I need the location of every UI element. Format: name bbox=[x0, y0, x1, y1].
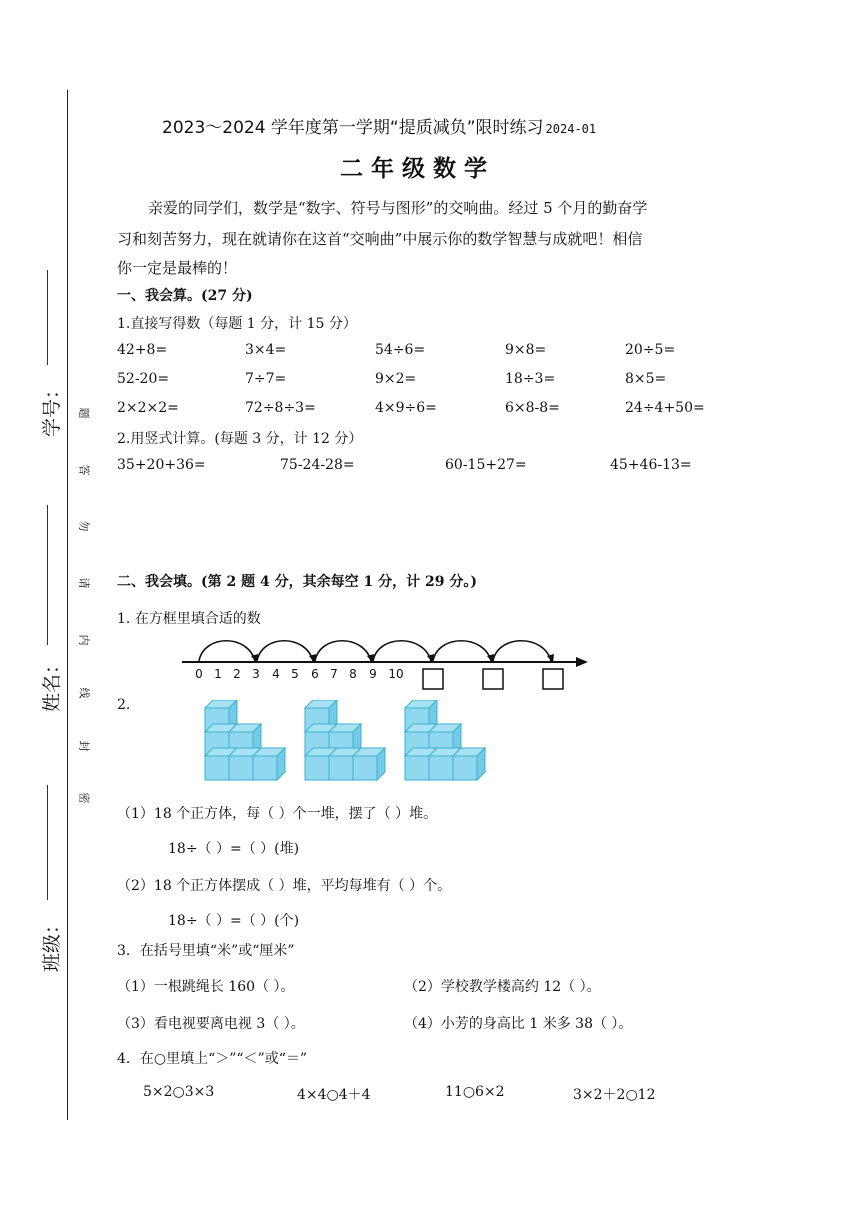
fill-q3-item: （2）学校教学楼高约 12（ ）。 bbox=[404, 979, 601, 995]
name-label: 姓名： bbox=[41, 654, 64, 713]
section2-heading: 二、我会填。(第 2 题 4 分，其余每空 1 分，计 29 分。) bbox=[117, 574, 477, 590]
answer-box[interactable] bbox=[543, 669, 563, 689]
intro-line: 亲爱的同学们，数学是“数字、符号与图形”的交响曲。经过 5 个月的勤奋学 bbox=[148, 199, 648, 217]
seal-char: 封 bbox=[77, 740, 91, 752]
tick-label: 5 bbox=[291, 667, 299, 681]
tick-label: 2 bbox=[233, 667, 241, 681]
calc-item: 52-20= bbox=[117, 371, 170, 387]
tick-label: 8 bbox=[349, 667, 357, 681]
calc-item: 2×2×2= bbox=[117, 400, 179, 416]
seal-char: 勿 bbox=[77, 520, 91, 532]
student-no-blank[interactable] bbox=[47, 270, 48, 365]
fill-q3-item: （4）小芳的身高比 1 米多 38（ ）。 bbox=[404, 1016, 633, 1032]
calc-item: 4×9÷6= bbox=[375, 400, 437, 416]
calc-item: 24÷4+50= bbox=[625, 400, 705, 416]
name-blank[interactable] bbox=[47, 505, 48, 645]
student-no-label: 学号： bbox=[41, 379, 64, 438]
intro-line: 习和刻苦努力，现在就请你在这首“交响曲”中展示你的数学智慧与成就吧！相信 bbox=[117, 230, 643, 248]
fill-q3-item: （3）看电视要离电视 3（ ）。 bbox=[117, 1016, 305, 1032]
cube-stacks bbox=[200, 700, 490, 784]
vertical-calc-item: 60-15+27= bbox=[445, 457, 527, 473]
vertical-calc-item: 45+46-13= bbox=[610, 457, 692, 473]
calc-item: 3×4= bbox=[245, 342, 287, 358]
cube-stack bbox=[405, 700, 485, 780]
tick-label: 4 bbox=[272, 667, 280, 681]
seal-char: 请 bbox=[77, 577, 91, 589]
calc-item: 9×2= bbox=[375, 371, 417, 387]
intro-line: 你一定是最棒的！ bbox=[117, 259, 238, 277]
compare-item: 11○6×2 bbox=[445, 1084, 505, 1100]
compare-item: 3×2＋2○12 bbox=[573, 1087, 656, 1103]
vertical-calc-item: 75-24-28= bbox=[280, 457, 355, 473]
fill-q2b: （2）18 个正方体摆成（ ）堆，平均每堆有（ ）个。 bbox=[117, 878, 452, 894]
fill-q2-heading: 2. bbox=[117, 697, 131, 713]
class-label: 班级： bbox=[41, 914, 64, 973]
q2-heading: 2.用竖式计算。(每题 3 分，计 12 分） bbox=[117, 431, 363, 447]
calc-item: 6×8-8= bbox=[505, 400, 560, 416]
tick-label: 7 bbox=[330, 667, 338, 681]
calc-item: 8×5= bbox=[625, 371, 667, 387]
seal-char: 线 bbox=[77, 687, 91, 699]
cube-stack bbox=[305, 700, 385, 780]
exam-title bbox=[162, 113, 596, 138]
class-blank[interactable] bbox=[47, 785, 48, 900]
calc-item: 9×8= bbox=[505, 342, 547, 358]
calc-item: 42+8= bbox=[117, 342, 168, 358]
tick-label: 1 bbox=[214, 667, 222, 681]
fill-q3-heading: 3．在括号里填“米”或“厘米” bbox=[117, 943, 295, 959]
calc-item: 7÷7= bbox=[245, 371, 287, 387]
q1-heading: 1.直接写得数（每题 1 分，计 15 分） bbox=[117, 316, 357, 332]
margin-line bbox=[67, 90, 68, 1120]
calc-item: 18÷3= bbox=[505, 371, 556, 387]
fill-q2a: （1）18 个正方体，每（ ）个一堆，摆了（ ）堆。 bbox=[117, 806, 438, 822]
seal-char: 密 bbox=[77, 792, 91, 804]
tick-label: 6 bbox=[311, 667, 319, 681]
vertical-calc-item: 35+20+36= bbox=[117, 457, 206, 473]
tick-label: 10 bbox=[388, 667, 404, 681]
seal-char: 内 bbox=[77, 634, 91, 646]
calc-item: 54÷6= bbox=[375, 342, 426, 358]
seal-char: 题 bbox=[77, 407, 91, 419]
exam-date: 2024-01 bbox=[545, 122, 597, 136]
fill-q2b-equation: 18÷（ ）=（ ）(个) bbox=[168, 913, 300, 929]
answer-box[interactable] bbox=[423, 669, 443, 689]
fill-q4-heading: 4．在○里填上“＞”“＜”或“＝” bbox=[117, 1051, 308, 1067]
cube-stack bbox=[205, 700, 285, 780]
compare-item: 4×4○4＋4 bbox=[297, 1087, 371, 1103]
calc-item: 72÷8÷3= bbox=[245, 400, 316, 416]
tick-label: 0 bbox=[195, 667, 203, 681]
compare-item: 5×2○3×3 bbox=[143, 1084, 215, 1100]
calc-item: 20÷5= bbox=[625, 342, 676, 358]
answer-box[interactable] bbox=[483, 669, 503, 689]
tick-label: 9 bbox=[369, 667, 377, 681]
tick-label: 3 bbox=[252, 667, 260, 681]
number-line bbox=[178, 628, 590, 694]
section1-heading: 一、我会算。(27 分) bbox=[117, 288, 253, 304]
fill-q3-item: （1）一根跳绳长 160（ ）。 bbox=[117, 979, 295, 995]
exam-title-text: 2023～2024 学年度第一学期“提质减负”限时练习 bbox=[162, 118, 544, 138]
exam-subject: 二 年 级 数 学 bbox=[340, 156, 488, 182]
fill-q2a-equation: 18÷（ ）=（ ）(堆) bbox=[168, 841, 300, 857]
fill-q1-heading: 1. 在方框里填合适的数 bbox=[117, 611, 261, 627]
seal-char: 答 bbox=[77, 464, 91, 476]
